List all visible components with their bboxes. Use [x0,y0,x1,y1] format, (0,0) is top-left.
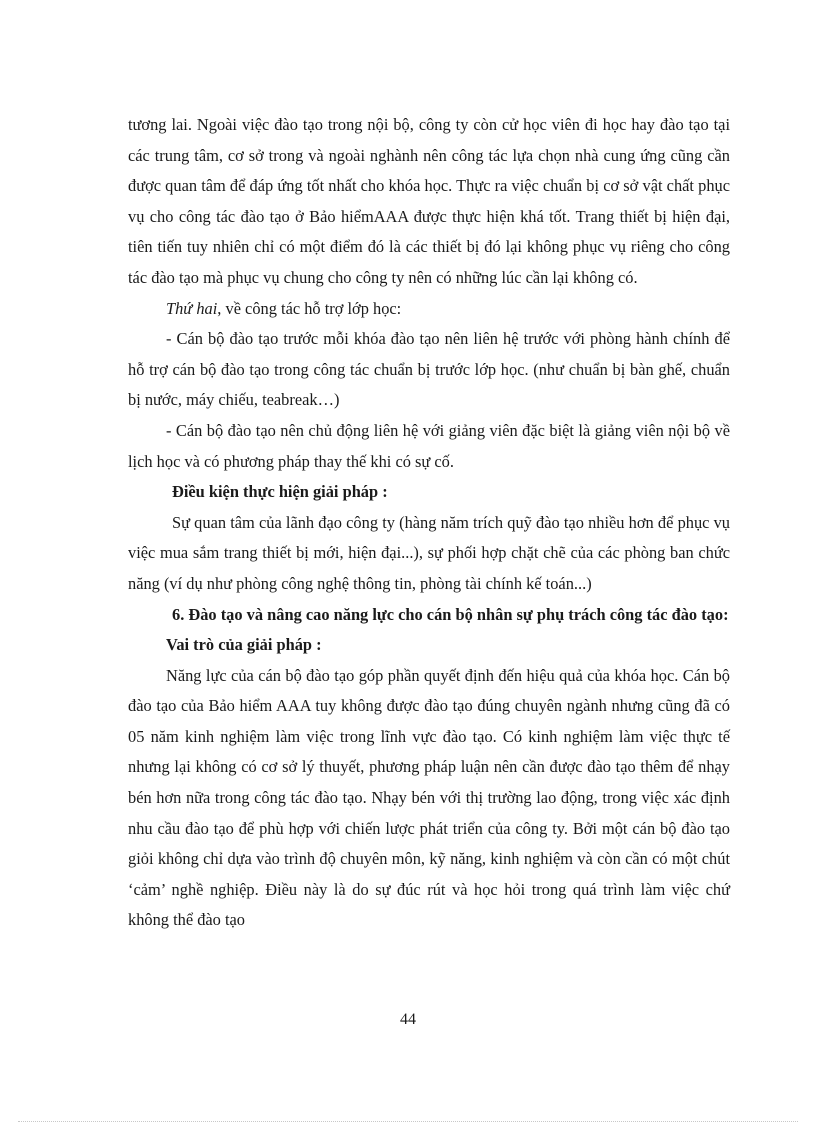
second-point-label: Thứ hai [166,298,218,318]
heading-solution-role: Vai trò của giải pháp : [166,635,322,655]
paragraph-conditions: Sự quan tâm của lãnh đạo công ty (hàng năm trích quỹ đào tạo nhiều hơn để phục vụ việc mua sắm trang thiết bị mới, hiện đại...), sự phối hợp chặt chẽ của các phòng ban chức năng (ví dụ như phòng công nghệ thông tin, phòng tài chính kế toán...) [128,512,730,593]
paragraph-second-point [128,294,730,325]
page-bottom-divider [18,1121,798,1122]
page-number: 44 [400,1011,416,1028]
paragraph-trainer-capacity: Năng lực của cán bộ đào tạo góp phần quyết định đến hiệu quả của khóa học. Cán bộ đào tạo của Bảo hiểm AAA tuy không được đào tạo đúng chuyên ngành nhưng cũng đã có 05 năm kinh nghiệm làm việc trong lĩnh vực đào tạo. Có kinh nghiệm làm việc thực tế nhưng lại không có cơ sở lý thuyết, phương pháp luận nên cần được đào tạo thêm để nhạy bén hơn nữa trong công tác đào tạo. Nhạy bén với thị trường lao động, trong việc xác định nhu cầu đào tạo để phù hợp với chiến lược phát triển của công ty. Bởi một cán bộ đào tạo giỏi không chỉ dựa vào trình độ chuyên môn, kỹ năng, kinh nghiệm và còn cần có một chút ‘cảm’ nghề nghiệp. Điều này là do sự đúc rút và học hỏi trong quá trình làm việc chứ không thể đào tạo [128,665,730,930]
heading-implementation-conditions: Điều kiện thực hiện giải pháp : [172,482,388,502]
second-point-text: , về công tác hỗ trợ lớp học: [217,298,402,318]
section-heading-6: 6. Đào tạo và nâng cao năng lực cho cán bộ nhân sự phụ trách công tác đào tạo: [172,604,729,624]
body-text [128,110,730,936]
bullet-lecturer-contact: - Cán bộ đào tạo nên chủ động liên hệ với giảng viên đặc biệt là giảng viên nội bộ về lịch học và có phương pháp thay thế khi có sự cố. [128,420,730,471]
paragraph-facilities: tương lai. Ngoài việc đào tạo trong nội bộ, công ty còn cử học viên đi học hay đào tạo tại các trung tâm, cơ sở trong và ngoài nghành nên công tác lựa chọn nhà cung ứng cũng cần được quan tâm để đáp ứng tốt nhất cho khóa học. Thực ra việc chuẩn bị cơ sở vật chất phục vụ cho công tác đào tạo ở Bảo hiểmAAA được thực hiện khá tốt. Trang thiết bị hiện đại, tiên tiến tuy nhiên chỉ có một điểm đó là các thiết bị đó lại không phục vụ riêng cho công tác đào tạo mà phục vụ chung cho công ty nên có những lúc cần lại không có. [128,115,730,287]
bullet-admin-support: - Cán bộ đào tạo trước mỗi khóa đào tạo nên liên hệ trước với phòng hành chính để hỗ trợ cán bộ đào tạo trong công tác chuẩn bị trước lớp học. (như chuẩn bị bàn ghế, chuẩn bị nước, máy chiếu, teabreak…) [128,329,730,410]
